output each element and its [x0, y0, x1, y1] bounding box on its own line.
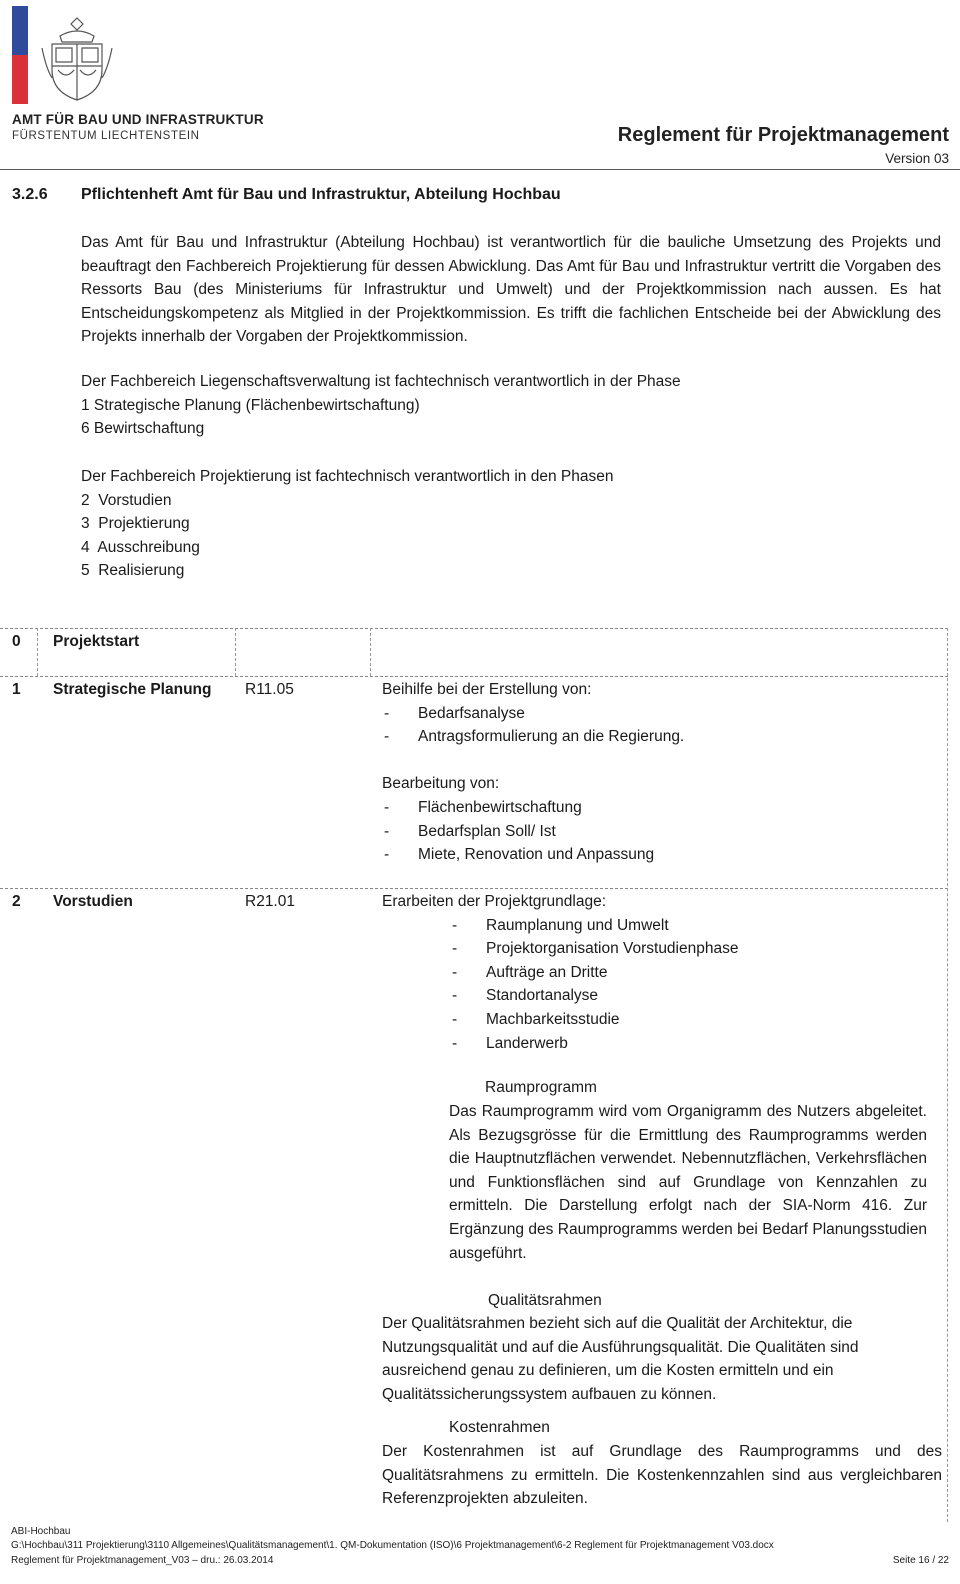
phase-2-content: [382, 890, 942, 1055]
task-list: [450, 914, 942, 1056]
raumprogramm-text: Das Raumprogramm wird vom Organigramm des Nutzers abgeleitet. Als Bezugsgrösse für die Ermittlung des Raumprogramms werden die Hauptnutzflächen verwendet. Nebennutzflächen, Verkehrsflächen und Funktionsflächen sind auf Grundlage von Kennzahlen zu ermitteln. Die Darstellung erfolgt nach der SIA-Norm 416. Zur Ergänzung des Raumprogramms werden bei Bedarf Planungsstudien ausgeführt.: [449, 1103, 927, 1262]
footer-print-info: Reglement für Projektmanagement_V03 – dru.: 26.03.2014: [11, 1555, 274, 1566]
header-divider: [0, 169, 960, 170]
liegenschaft-phase: 6 Bewirtschaftung: [81, 420, 205, 438]
requirement-code: R11.05: [245, 681, 294, 698]
footer-file-path: G:\Hochbau\311 Projektierung\3110 Allgemeines\Qualitätsmanagement\1. QM-Dokumentation (ISO)\6 Projektmanagement\6-2 Reglement für Projektmanagement V03.docx: [11, 1540, 774, 1551]
phase-number: 0: [12, 633, 21, 650]
table-rule: [0, 888, 948, 889]
organization-country: FÜRSTENTUM LIECHTENSTEIN: [12, 130, 200, 142]
task-list: [382, 702, 942, 749]
projektierung-phase: 2 Vorstudien: [81, 491, 172, 509]
list-item: - Landerwerb: [450, 1032, 942, 1056]
phase-text: Bearbeitung von:: [382, 775, 500, 793]
phase-text: Erarbeiten der Projektgrundlage:: [382, 893, 607, 910]
phase-name: Strategische Planung: [53, 681, 212, 698]
list-item: - Miete, Renovation und Anpassung: [382, 843, 942, 867]
requirement-code: R21.01: [245, 893, 295, 910]
qualitaetsrahmen-text: Der Qualitätsrahmen bezieht sich auf die Qualität der Architektur, die Nutzungsqualität und auf die Ausführungsqualität. Die Qualitäten sind ausreichend genau zu definieren, um die Kosten ermitteln und ein Qualitätssicherungssystem aufbauen zu können.: [382, 1315, 859, 1403]
qualitaetsrahmen-title: Qualitätsrahmen: [488, 1292, 602, 1309]
list-item: - Projektorganisation Vorstudienphase: [450, 937, 942, 961]
list-item: - Standortanalyse: [450, 984, 942, 1008]
phase-number: 1: [12, 681, 21, 698]
phase-name: Vorstudien: [53, 893, 133, 910]
document-version: Version 03: [885, 151, 949, 166]
projektierung-phase: 5 Realisierung: [81, 562, 185, 580]
list-item: - Bedarfsanalyse: [382, 702, 942, 726]
kostenrahmen-text: Der Kostenrahmen ist auf Grundlage des Raumprogramms und des Qualitätsrahmens zu ermitteln. Die Kostenkennzahlen sind aus vergleichbaren Referenzprojekten abzuleiten.: [382, 1443, 942, 1508]
phase-number: 2: [12, 893, 21, 910]
raumprogramm-title: Raumprogramm: [485, 1079, 597, 1096]
phase-table: [0, 628, 948, 1522]
intro-paragraph: Das Amt für Bau und Infrastruktur (Abteilung Hochbau) ist verantwortlich für die bauliche Umsetzung des Projekts und beauftragt den Fachbereich Projektierung für dessen Abwicklung. Das Amt für Bau und Infrastruktur vertritt die Vorgaben des Ressorts Bau (des Ministeriums für Infrastruktur und Umwelt) und der Projektkommission nach aussen. Es hat Entscheidungskompetenz als Mitglied in der Projektkommission. Es trifft die fachlichen Entscheide bei der Abwicklung des Projekts innerhalb der Vorgaben der Projektkommission.: [81, 234, 941, 346]
kostenrahmen-title: Kostenrahmen: [449, 1419, 550, 1436]
footer-department: ABI-Hochbau: [11, 1526, 71, 1537]
list-item: - Flächenbewirtschaftung: [382, 796, 942, 820]
coat-of-arms-icon: [38, 14, 116, 104]
list-item: - Raumplanung und Umwelt: [450, 914, 942, 938]
table-rule: [0, 628, 948, 629]
projektierung-phase: 4 Ausschreibung: [81, 538, 200, 556]
flag-emblem: [12, 6, 28, 104]
page-number: Seite 16 / 22: [892, 1555, 949, 1566]
phase-text: Beihilfe bei der Erstellung von:: [382, 681, 592, 698]
section-title: Pflichtenheft Amt für Bau und Infrastruktur, Abteilung Hochbau: [81, 186, 561, 203]
task-list: [382, 796, 942, 867]
liegenschaft-block: [81, 370, 941, 441]
table-rule: [0, 676, 948, 677]
phase-1-content: [382, 678, 942, 867]
list-item: - Bedarfsplan Soll/ Ist: [382, 820, 942, 844]
phase-name: Projektstart: [53, 633, 140, 650]
list-item: - Aufträge an Dritte: [450, 961, 942, 985]
projektierung-lead: Der Fachbereich Projektierung ist fachtechnisch verantwortlich in den Phasen: [81, 468, 614, 485]
projektierung-phase: 3 Projektierung: [81, 515, 190, 533]
list-item: - Antragsformulierung an die Regierung.: [382, 725, 942, 749]
projektierung-block: [81, 465, 941, 583]
list-item: - Machbarkeitsstudie: [450, 1008, 942, 1032]
organization-name: AMT FÜR BAU UND INFRASTRUKTUR: [12, 112, 264, 127]
liegenschaft-phase: 1 Strategische Planung (Flächenbewirtschaftung): [81, 396, 420, 414]
document-title: Reglement für Projektmanagement: [617, 124, 949, 146]
liegenschaft-lead: Der Fachbereich Liegenschaftsverwaltung ist fachtechnisch verantwortlich in der Phase: [81, 373, 681, 390]
section-number: 3.2.6: [12, 186, 48, 203]
